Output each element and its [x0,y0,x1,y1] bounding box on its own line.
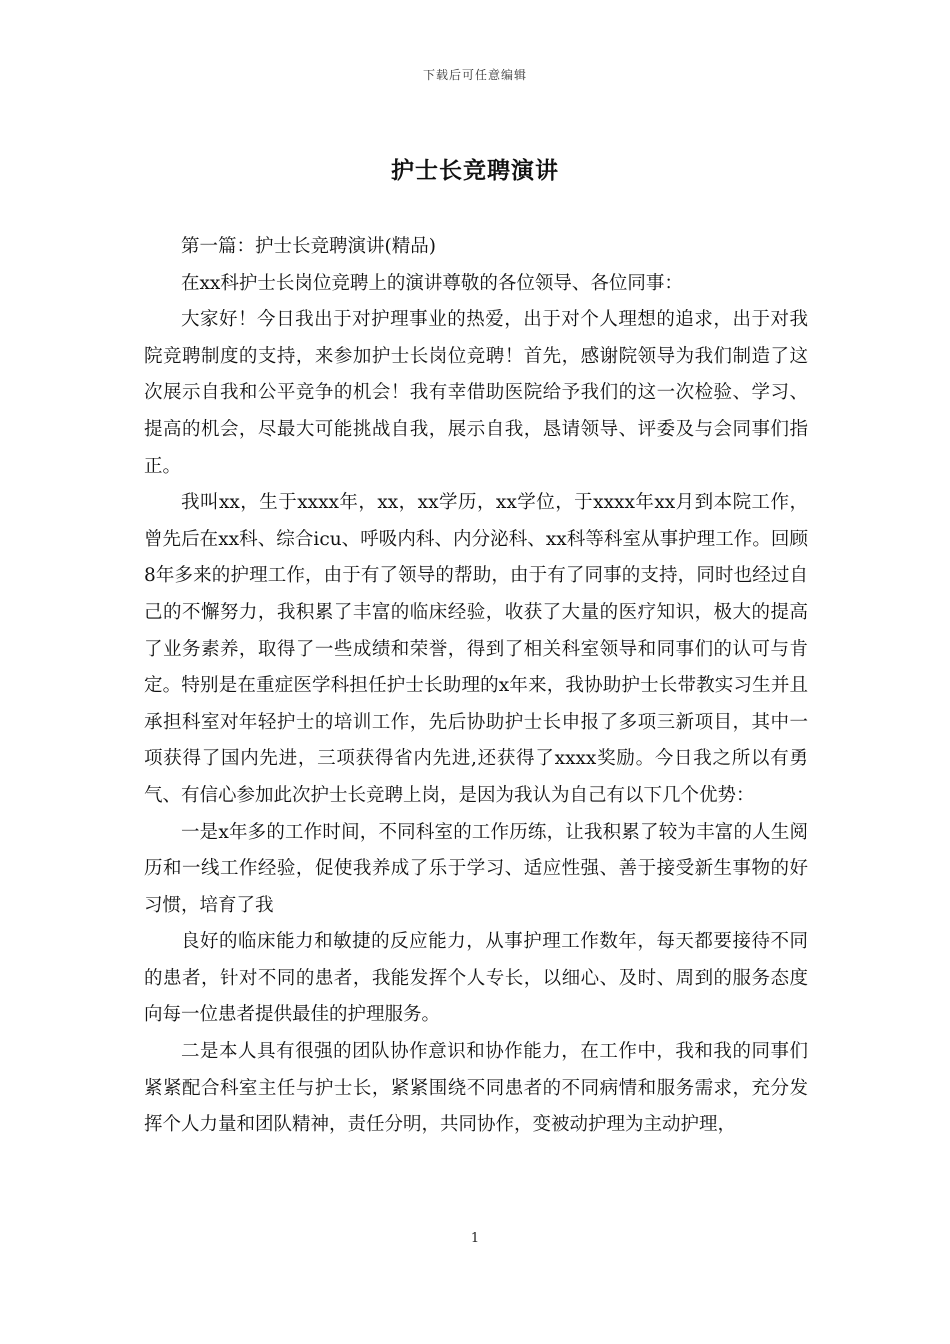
paragraph-7: 二是本人具有很强的团队协作意识和协作能力，在工作中，我和我的同事们紧紧配合科室主任与护士长，紧紧围绕不同患者的不同病情和服务需求，充分发挥个人力量和团队精神，责任分明，共同协作，变被动护理为主动护理， [144,1041,808,1136]
header-note: 下载后可任意编辑 [422,68,527,82]
paragraph-6: 良好的临床能力和敏捷的反应能力，从事护理工作数年，每天都要接待不同的患者，针对不同的患者，我能发挥个人专长，以细心、及时、周到的服务态度向每一位患者提供最佳的护理服务。 [144,931,808,1026]
document-body [144,229,808,1144]
paragraph-4: 我叫xx，生于xxxx年，xx，xx学历，xx学位，于xxxx年xx月到本院工作，曾先后在xx科、综合icu、呼吸内科、内分泌科、xx科等科室从事护理工作。回顾8年多来的护理工作，由于有了领导的帮助，由于有了同事的支持，同时也经过自己的不懈努力，我积累了丰富的临床经验，收获了大量的医疗知识，极大的提高了业务素养，取得了一些成绩和荣誉，得到了相关科室领导和同事们的认可与肯定。特别是在重症医学科担任护士长助理的x年来，我协助护士长带教实习生并且承担科室对年轻护士的培训工作，先后协助护士长申报了多项三新项目，其中一项获得了国内先进，三项获得省内先进,还获得了xxxx奖励。今日我之所以有勇气、有信心参加此次护士长竞聘上岗，是因为我认为自己有以下几个优势： [144,492,808,806]
paragraph-5: 一是x年多的工作时间，不同科室的工作历练，让我积累了较为丰富的人生阅历和一线工作经验，促使我养成了乐于学习、适应性强、善于接受新生事物的好习惯，培育了我 [144,821,808,916]
paragraph-3: 大家好！今日我出于对护理事业的热爱，出于对个人理想的追求，出于对我院竞聘制度的支持，来参加护士长岗位竞聘！首先，感谢院领导为我们制造了这次展示自我和公平竞争的机会！我有幸借助医院给予我们的这一次检验、学习、提高的机会，尽最大可能挑战自我，展示自我，恳请领导、评委及与会同事们指正。 [144,309,808,477]
paragraph-2: 在xx科护士长岗位竞聘上的演讲尊敬的各位领导、各位同事： [181,272,683,294]
paragraph-1: 第一篇：护士长竞聘演讲(精品) [181,236,436,257]
document-title: 护士长竞聘演讲 [391,157,559,184]
page-number: 1 [470,1231,480,1246]
